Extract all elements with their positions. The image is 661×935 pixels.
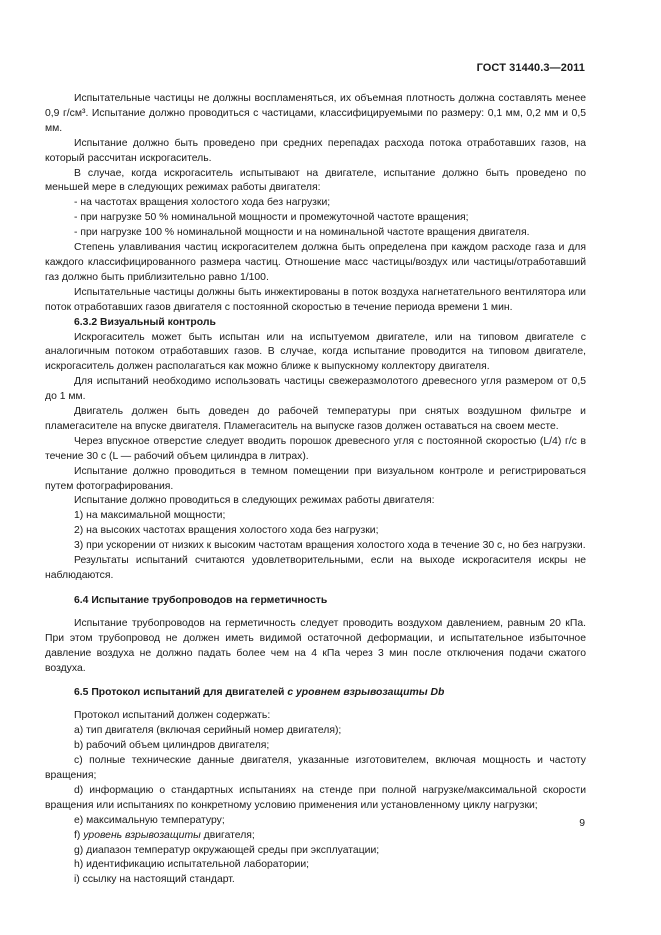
- list-item: e) максимальную температуру;: [74, 814, 225, 826]
- paragraph: Для испытаний необходимо использовать частицы свежеразмолотого древесного угля размером от 0,5 до 1 мм.: [45, 376, 586, 403]
- paragraph: Степень улавливания частиц искрогасителем должна быть определена при каждом расходе газа и для каждого классифицированного размера частиц. Отношение масс частицы/воздух или частицы/отработавший газ должно быть приблизительно равно 1/100.: [45, 242, 586, 283]
- paragraph: Испытание трубопроводов на герметичность следует проводить воздухом давлением, равным 20 кПа. При этом трубопровод не должен иметь видимой остаточной деформации, и испытательное избыточное давление воздуха не должно падать более чем на 4 кПа через 3 мин после отключения подачи сжатого воздуха.: [45, 617, 586, 674]
- paragraph: Искрогаситель может быть испытан или на испытуемом двигателе, или на типовом двигателе с аналогичным потоком отработавших газов. В случае, когда испытание проводится на типовом двигателе, искрогаситель должен располагаться как можно ближе к выпускному коллектору двигателя.: [45, 331, 586, 373]
- paragraph: Испытание должно быть проведено при средних перепадах расхода потока отработавших газов, на который рассчитан искрогаситель.: [45, 137, 586, 164]
- heading-text: 6.5 Протокол испытаний для двигателей: [74, 687, 288, 699]
- heading-italic-text: с уровнем взрывозащиты Db: [287, 687, 445, 699]
- paragraph: Испытание должно проводиться в темном помещении при визуальном контроле и регистрироваться путем фотографирования.: [45, 465, 586, 492]
- paragraph: Через впускное отверстие следует вводить порошок древесного угля с постоянной скоростью (L/4) г/с в течение 30 с (L — рабочий объем цилиндра в литрах).: [45, 435, 586, 462]
- list-marker: f): [74, 829, 84, 841]
- paragraph: Испытательные частицы не должны воспламеняться, их объемная плотность должна составлять менее 0,9 г/см³. Испытание должно проводиться с частицами, классифицируемыми по размеру: 0,1 мм, 0,2 мм и 0,5 мм.: [45, 93, 586, 134]
- list-item: 3) при ускорении от низких к высоким частотам вращения холостого хода в течение 30 с, но без нагрузки.: [74, 540, 586, 552]
- paragraph: В случае, когда искрогаситель испытывают на двигателе, испытание должно быть проведено по меньшей мере в следующих режимах работы двигателя:: [45, 167, 586, 194]
- list-item: g) диапазон температур окружающей среды при эксплуатации;: [74, 844, 380, 856]
- list-item: 1) на максимальной мощности;: [74, 510, 226, 522]
- list-item: [45, 829, 586, 844]
- paragraph: Протокол испытаний должен содержать:: [74, 710, 271, 722]
- list-text: двигателя;: [200, 829, 255, 841]
- list-item: i) ссылку на настоящий стандарт.: [74, 874, 235, 886]
- list-item: d) информацию о стандартных испытаниях на стенде при полной нагрузке/максимальной скорости вращения или испытаниях по конкретному условию применения или установленному циклу нагрузки;: [45, 784, 586, 811]
- page-number: 9: [579, 818, 585, 829]
- list-item: - при нагрузке 100 % номинальной мощности и на номинальной частоте вращения двигателя.: [74, 227, 530, 239]
- paragraph: Двигатель должен быть доведен до рабочей температуры при снятых воздушном фильтре и пламегасителе на впуске двигателя. Пламегаситель на выпуске газов должен оставаться на своем месте.: [45, 406, 586, 432]
- list-item: a) тип двигателя (включая серийный номер двигателя);: [74, 725, 342, 737]
- section-heading: 6.3.2 Визуальный контроль: [74, 316, 216, 328]
- list-item: c) полные технические данные двигателя, указанные изготовителем, включая мощность и частоту вращения;: [45, 755, 586, 781]
- italic-term: уровень взрывозащиты: [83, 829, 201, 841]
- list-item: - при нагрузке 50 % номинальной мощности и промежуточной частоте вращения;: [74, 212, 469, 224]
- list-item: 2) на высоких частотах вращения холостого хода без нагрузки;: [74, 525, 379, 537]
- list-item: - на частотах вращения холостого хода без нагрузки;: [74, 197, 331, 209]
- section-heading: 6.4 Испытание трубопроводов на герметичность: [74, 594, 328, 606]
- paragraph: Испытание должно проводиться в следующих режимах работы двигателя:: [74, 495, 435, 507]
- document-body: [45, 92, 586, 888]
- section-heading: [45, 686, 586, 701]
- list-item: b) рабочий объем цилиндров двигателя;: [74, 740, 270, 752]
- paragraph: Результаты испытаний считаются удовлетворительными, если на выходе искрогасителя искры не наблюдаются.: [45, 555, 586, 581]
- list-item: h) идентификацию испытательной лаборатории;: [74, 859, 310, 871]
- standard-designation: ГОСТ 31440.3—2011: [476, 62, 585, 74]
- paragraph: Испытательные частицы должны быть инжектированы в поток воздуха нагнетательного вентилятора или поток отработавших газов двигателя с постоянной скоростью в течение периода времени 1 мин.: [45, 286, 586, 313]
